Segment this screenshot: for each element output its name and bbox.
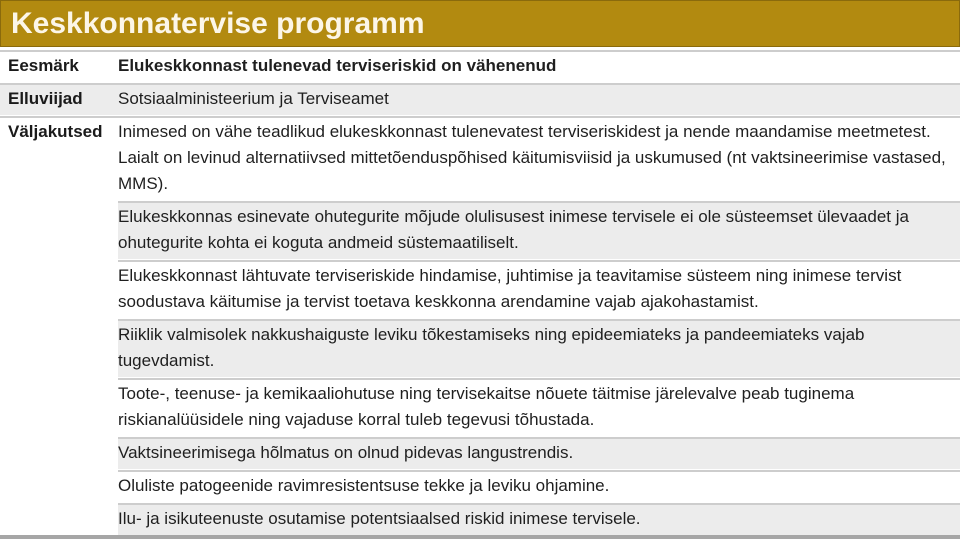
- table-row: [0, 503, 960, 535]
- table-row: [0, 319, 960, 377]
- table-row: [0, 50, 960, 82]
- table-row: [0, 260, 960, 318]
- table-row: [0, 437, 960, 469]
- row-label: Eesmärk: [0, 50, 118, 82]
- row-text: Oluliste patogeenide ravimresistentsuse tekke ja leviku ohjamine.: [118, 470, 960, 502]
- table-row: [0, 201, 960, 259]
- row-text: Elukeskkonnas esinevate ohutegurite mõjude olulisusest inimese tervisele ei ole süsteemset ülevaadet ja ohutegurite kohta ei koguta andmeid süstemaatiliselt.: [118, 201, 960, 259]
- row-text: Vaktsineerimisega hõlmatus on olnud pidevas langustrendis.: [118, 437, 960, 469]
- row-label: [0, 503, 118, 535]
- row-label: [0, 260, 118, 318]
- table-row: [0, 116, 960, 200]
- row-label: [0, 437, 118, 469]
- table-row: [0, 470, 960, 502]
- row-label: Elluviijad: [0, 83, 118, 115]
- row-text: Riiklik valmisolek nakkushaiguste leviku tõkestamiseks ning epideemiateks ja pandeemiateks vajab tugevdamist.: [118, 319, 960, 377]
- slide-title-bar: [0, 0, 960, 47]
- row-text: Elukeskkonnast lähtuvate terviseriskide hindamise, juhtimise ja teavitamise süsteem ning inimese tervist soodustava käitumise ja tervist toetava keskkonna arendamine vajab ajakohastamist.: [118, 260, 960, 318]
- row-label: Väljakutsed: [0, 116, 118, 200]
- row-label: [0, 201, 118, 259]
- row-text: Toote-, teenuse- ja kemikaaliohutuse ning tervisekaitse nõuete täitmise järelevalve peab tuginema riskianalüüsidele ning vajaduse korral tuleb tegevusi tõhustada.: [118, 378, 960, 436]
- row-label: [0, 378, 118, 436]
- slide-title: Keskkonnatervise programm: [11, 6, 425, 40]
- row-text: Sotsiaalministeerium ja Terviseamet: [118, 83, 960, 115]
- row-text: Ilu- ja isikuteenuste osutamise potentsiaalsed riskid inimese tervisele.: [118, 503, 960, 535]
- bottom-border-bar: [0, 535, 960, 539]
- row-label: [0, 470, 118, 502]
- row-text: Inimesed on vähe teadlikud elukeskkonnast tulenevatest terviseriskidest ja nende maandamise meetmetest. Laialt on levinud alternatiivsed mittetõenduspõhised käitumisviisid ja uskumused (nt vaktsineerimise vastased, MMS).: [118, 116, 960, 200]
- program-table: [0, 47, 960, 535]
- table-row: [0, 378, 960, 436]
- row-text: Elukeskkonnast tulenevad terviseriskid on vähenenud: [118, 50, 960, 82]
- table-row: [0, 83, 960, 115]
- row-label: [0, 319, 118, 377]
